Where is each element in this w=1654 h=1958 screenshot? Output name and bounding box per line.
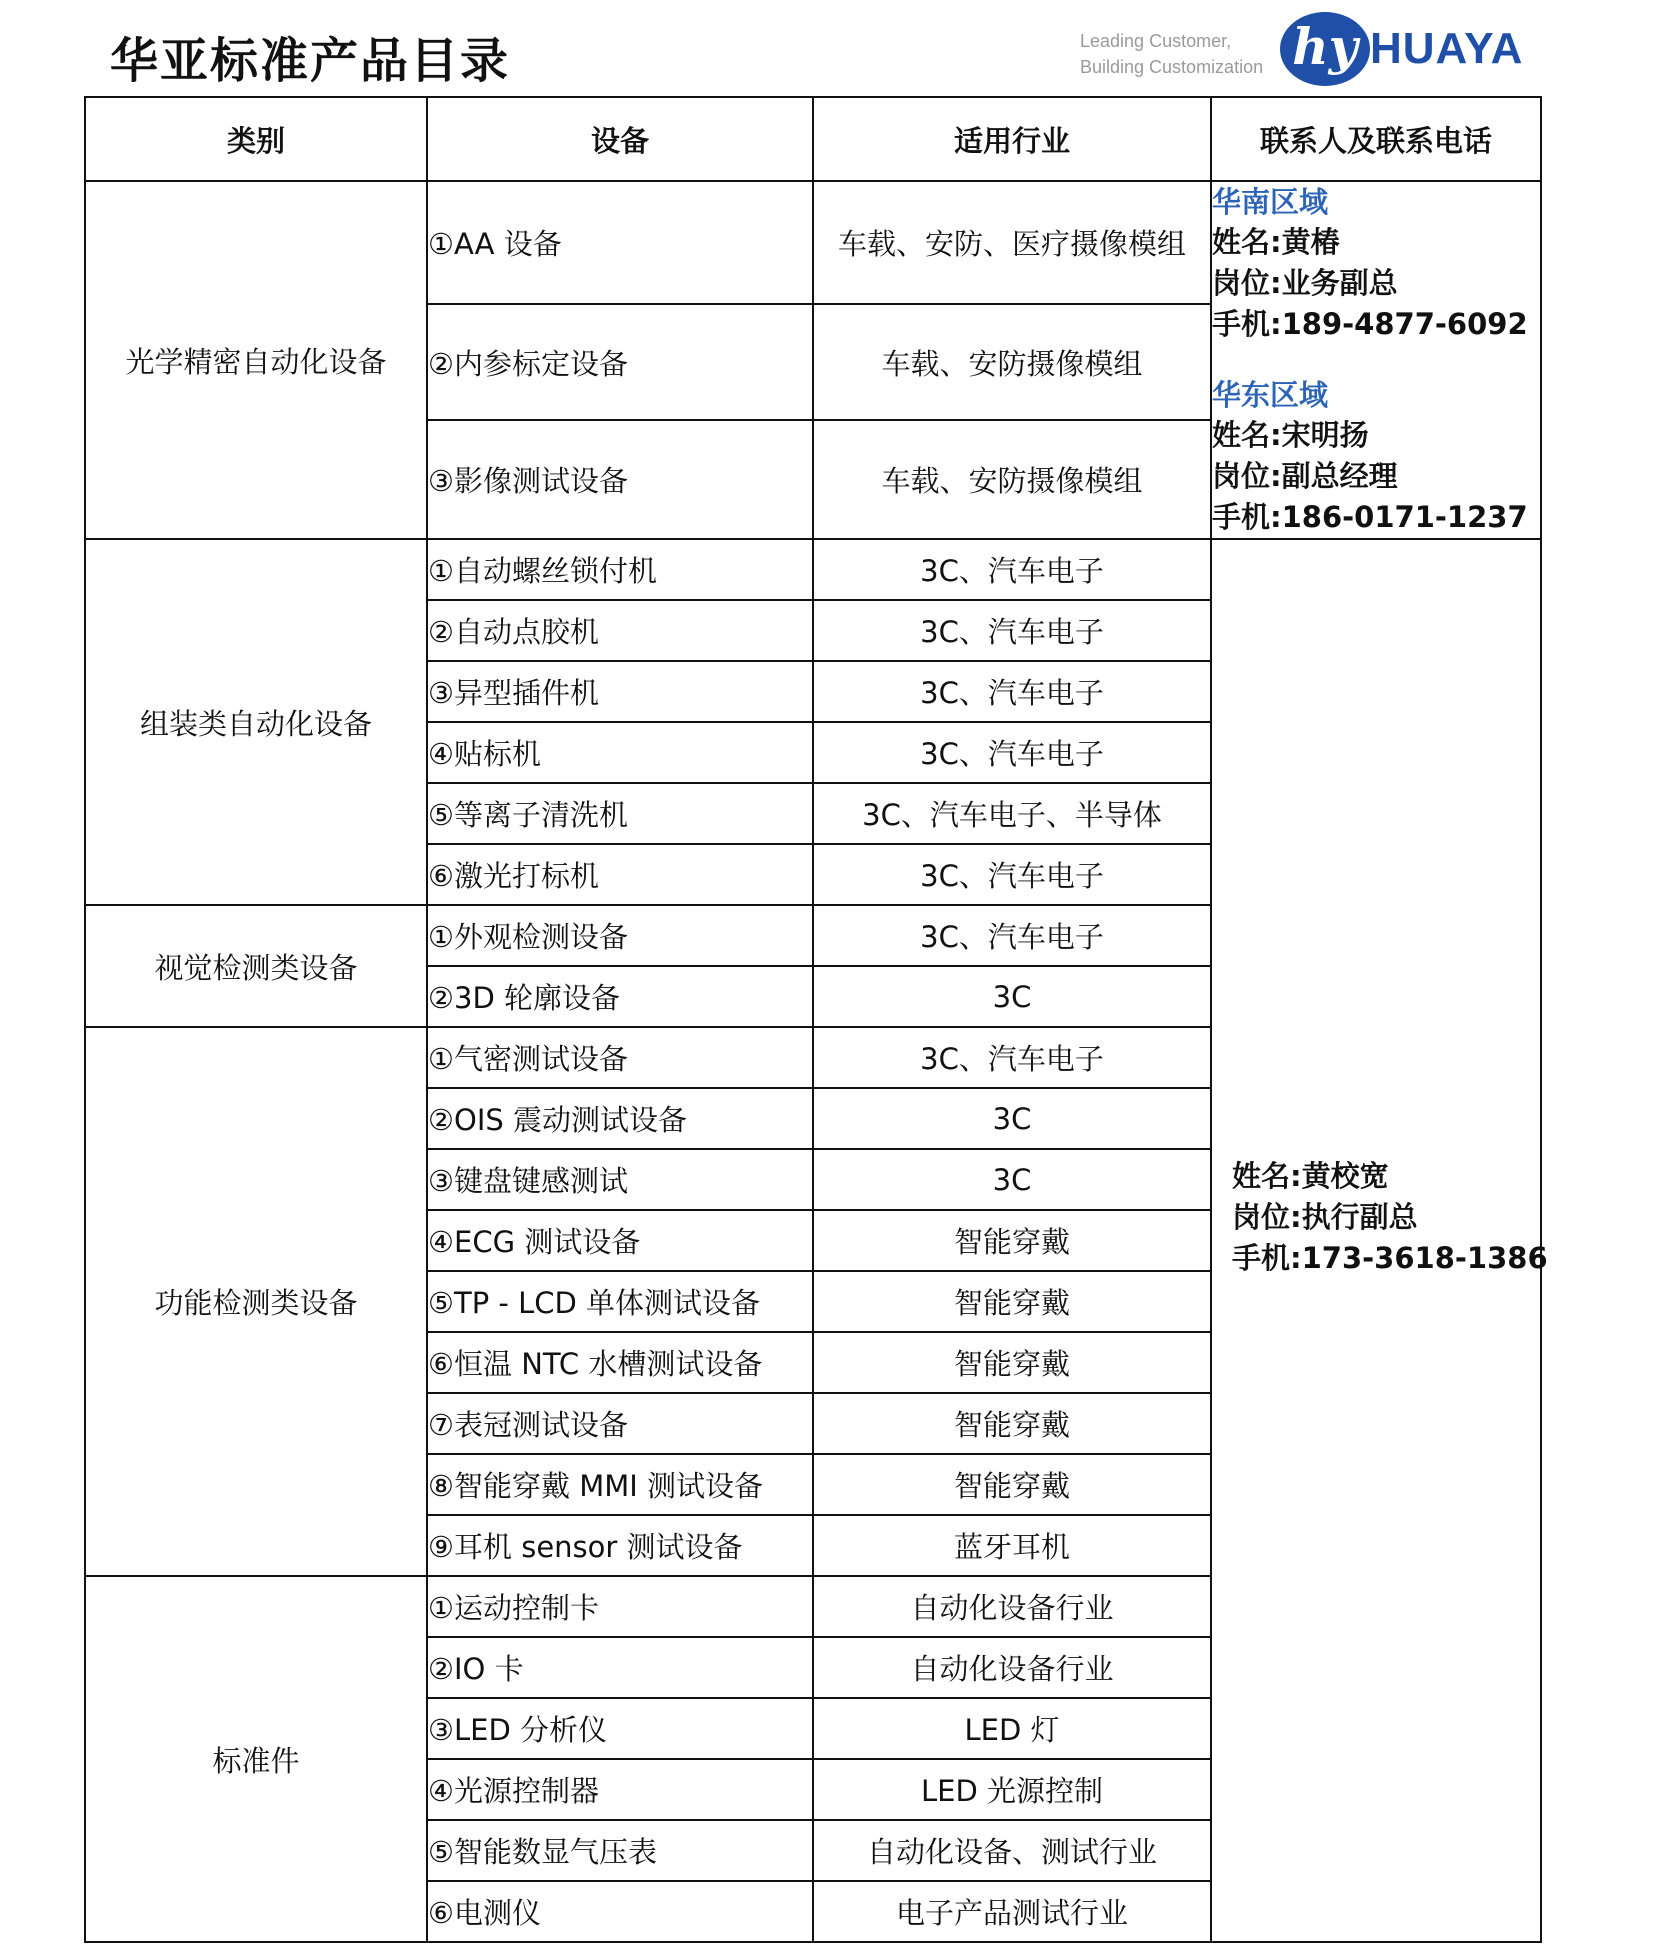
industry-cell: 3C xyxy=(813,1088,1211,1149)
device-cell: ⑤智能数显气压表 xyxy=(427,1820,813,1881)
contact-phone: 手机:173-3618-1386 xyxy=(1232,1241,1548,1275)
device-cell: ③异型插件机 xyxy=(427,661,813,722)
category-cell: 视觉检测类设备 xyxy=(85,905,427,1027)
brand-name: HUAYA xyxy=(1370,24,1524,73)
device-cell: ⑨耳机 sensor 测试设备 xyxy=(427,1515,813,1576)
contact-general xyxy=(1232,1156,1548,1279)
device-cell: ③影像测试设备 xyxy=(427,420,813,539)
device-cell: ②自动点胶机 xyxy=(427,600,813,661)
industry-cell: LED 灯 xyxy=(813,1698,1211,1759)
product-catalog-table xyxy=(84,96,1542,1943)
industry-cell: 自动化设备行业 xyxy=(813,1637,1211,1698)
slogan-line-2: Building Customization xyxy=(1080,57,1264,77)
industry-cell: 3C、汽车电子 xyxy=(813,600,1211,661)
slogan xyxy=(1080,28,1263,80)
table-row xyxy=(85,539,1541,600)
table-row xyxy=(85,181,1541,304)
region-east: 华东区域 xyxy=(1212,378,1329,412)
category-cell: 标准件 xyxy=(85,1576,427,1942)
industry-cell: 车载、安防摄像模组 xyxy=(813,420,1211,539)
device-cell: ③键盘键感测试 xyxy=(427,1149,813,1210)
industry-cell: 3C、汽车电子 xyxy=(813,661,1211,722)
header-category: 类别 xyxy=(85,97,427,181)
device-cell: ①运动控制卡 xyxy=(427,1576,813,1637)
contact-name: 姓名:黄校宽 xyxy=(1232,1159,1389,1193)
industry-cell: 3C xyxy=(813,966,1211,1027)
industry-cell: 3C、汽车电子、半导体 xyxy=(813,783,1211,844)
industry-cell: 智能穿戴 xyxy=(813,1454,1211,1515)
device-cell: ②IO 卡 xyxy=(427,1637,813,1698)
industry-cell: 车载、安防、医疗摄像模组 xyxy=(813,181,1211,304)
device-cell: ②3D 轮廓设备 xyxy=(427,966,813,1027)
industry-cell: 智能穿戴 xyxy=(813,1210,1211,1271)
device-cell: ⑤TP - LCD 单体测试设备 xyxy=(427,1271,813,1332)
device-cell: ②内参标定设备 xyxy=(427,304,813,419)
industry-cell: 3C、汽车电子 xyxy=(813,844,1211,905)
industry-cell: 3C、汽车电子 xyxy=(813,722,1211,783)
device-cell: ④光源控制器 xyxy=(427,1759,813,1820)
device-cell: ⑥恒温 NTC 水槽测试设备 xyxy=(427,1332,813,1393)
industry-cell: 3C、汽车电子 xyxy=(813,905,1211,966)
industry-cell: 蓝牙耳机 xyxy=(813,1515,1211,1576)
header-device: 设备 xyxy=(427,97,813,181)
category-cell: 组装类自动化设备 xyxy=(85,539,427,905)
contact-title: 岗位:副总经理 xyxy=(1212,459,1398,493)
contact-title: 岗位:业务副总 xyxy=(1212,266,1398,300)
industry-cell: 3C、汽车电子 xyxy=(813,539,1211,600)
industry-cell: 智能穿戴 xyxy=(813,1332,1211,1393)
device-cell: ④贴标机 xyxy=(427,722,813,783)
company-logo xyxy=(1080,12,1530,92)
region-south: 华南区域 xyxy=(1212,185,1329,219)
category-cell: 光学精密自动化设备 xyxy=(85,181,427,539)
industry-cell: 车载、安防摄像模组 xyxy=(813,304,1211,419)
device-cell: ⑦表冠测试设备 xyxy=(427,1393,813,1454)
device-cell: ②OIS 震动测试设备 xyxy=(427,1088,813,1149)
contact-title: 岗位:执行副总 xyxy=(1232,1200,1418,1234)
device-cell: ⑧智能穿戴 MMI 测试设备 xyxy=(427,1454,813,1515)
table-header-row xyxy=(85,97,1541,181)
page-title: 华亚标准产品目录 xyxy=(110,33,511,89)
industry-cell: 智能穿戴 xyxy=(813,1271,1211,1332)
device-cell: ⑤等离子清洗机 xyxy=(427,783,813,844)
device-cell: ⑥激光打标机 xyxy=(427,844,813,905)
device-cell: ①自动螺丝锁付机 xyxy=(427,539,813,600)
device-cell: ①AA 设备 xyxy=(427,181,813,304)
device-cell: ④ECG 测试设备 xyxy=(427,1210,813,1271)
contact-cell-regions xyxy=(1211,181,1541,539)
device-cell: ③LED 分析仪 xyxy=(427,1698,813,1759)
contact-phone: 手机:189-4877-6092 xyxy=(1212,307,1528,341)
industry-cell: 3C、汽车电子 xyxy=(813,1027,1211,1088)
industry-cell: 智能穿戴 xyxy=(813,1393,1211,1454)
category-cell: 功能检测类设备 xyxy=(85,1027,427,1576)
contact-name: 姓名:宋明扬 xyxy=(1212,418,1369,452)
hy-logo-icon: hy xyxy=(1280,12,1370,86)
contact-phone: 手机:186-0171-1237 xyxy=(1212,500,1528,534)
industry-cell: 自动化设备、测试行业 xyxy=(813,1820,1211,1881)
industry-cell: 电子产品测试行业 xyxy=(813,1881,1211,1942)
industry-cell: 3C xyxy=(813,1149,1211,1210)
header-industry: 适用行业 xyxy=(813,97,1211,181)
header-contact: 联系人及联系电话 xyxy=(1211,97,1541,181)
device-cell: ⑥电测仪 xyxy=(427,1881,813,1942)
slogan-line-1: Leading Customer, xyxy=(1080,31,1232,51)
industry-cell: LED 光源控制 xyxy=(813,1759,1211,1820)
device-cell: ①气密测试设备 xyxy=(427,1027,813,1088)
industry-cell: 自动化设备行业 xyxy=(813,1576,1211,1637)
device-cell: ①外观检测设备 xyxy=(427,905,813,966)
contact-name: 姓名:黄椿 xyxy=(1212,225,1340,259)
